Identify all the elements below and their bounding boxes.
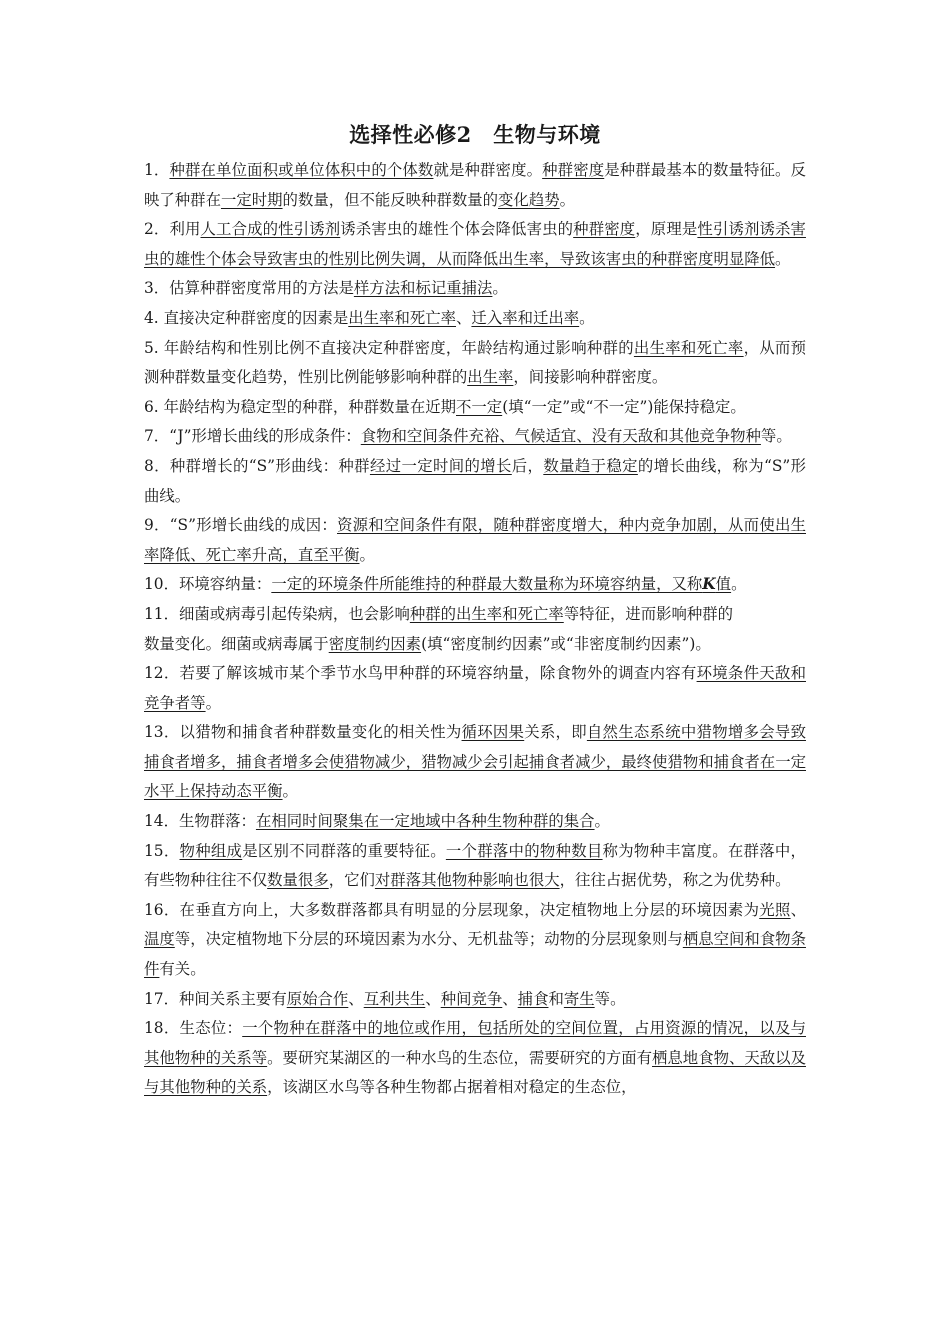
- answer-text: 栖息空间和食物条件: [144, 930, 806, 979]
- answer-text: 温度: [144, 930, 175, 949]
- answer-text: 经过一定时间的增长: [369, 456, 512, 475]
- item-7: [144, 422, 806, 452]
- item-text: 8．种群增长的“S”形曲线：种群: [144, 456, 370, 475]
- answer-text: 性引诱剂诱杀害虫的雄性个体会导致害虫的性别比例失调，从而降低出生率，导致该害虫的种群密度明显降低: [144, 220, 806, 268]
- item-text: 的增长曲线，称为“S”形曲线。: [144, 456, 806, 505]
- item-text: (填“一定”或“不一定”)能保持稳定。: [502, 397, 746, 416]
- item-8: [144, 452, 806, 511]
- item-4: [144, 304, 806, 334]
- item-text: 。: [492, 279, 508, 298]
- item-5: [144, 334, 806, 393]
- answer-text: 数量趋于稳定: [543, 456, 638, 475]
- answer-text: 种群密度: [542, 161, 605, 179]
- answer-text: 种群的出生率和死亡率: [409, 604, 564, 623]
- item-2: [144, 215, 806, 274]
- answer-text: 光照: [759, 900, 791, 919]
- item-text: 和: [548, 989, 564, 1008]
- item-text: 5. 年龄结构和性别比例不直接决定种群密度，年龄结构通过影响种群的: [144, 338, 634, 357]
- document-page: [144, 120, 806, 1103]
- answer-text: 一定的环境条件所能维持的种群最大数量称为环境容纳量，又称: [271, 575, 703, 594]
- item-text: 等。: [760, 427, 792, 446]
- answer-text: 种群密度: [573, 220, 636, 239]
- item-text: ，往往占据优势，称之为优势种。: [559, 871, 791, 890]
- item-text: ，从而预测种群数量变化趋势，性别比例能够影响种群的: [144, 338, 806, 387]
- answer-text: 迁入率和迁出率: [471, 308, 580, 327]
- answer-text: 种群在单位面积或单位体积中的个体数: [169, 161, 434, 179]
- item-text: 、: [456, 308, 472, 327]
- item-6: [144, 393, 806, 423]
- item-text: 9．“S”形增长曲线的成因：: [144, 516, 337, 535]
- item-1: [144, 156, 806, 215]
- item-text: 。要研究某湖区的一种水鸟的生态位，需要研究的方面有: [267, 1048, 653, 1067]
- item-text: 、: [348, 989, 364, 1008]
- item-13: [144, 718, 806, 807]
- item-list: [144, 156, 806, 1103]
- item-15: [144, 837, 806, 896]
- answer-text: 对群落其他物种影响也很大: [374, 871, 560, 890]
- item-text: 。: [731, 575, 747, 594]
- item-11: [144, 600, 806, 659]
- answer-text: 原始合作: [286, 989, 349, 1008]
- answer-text: 寄生: [563, 989, 595, 1008]
- item-text: 关系，即: [524, 723, 587, 742]
- item-3: [144, 274, 806, 304]
- answer-text: 物种组成: [179, 841, 243, 860]
- answer-text: 一定时期: [220, 190, 283, 209]
- item-text: ，原理是: [635, 220, 698, 239]
- item-text: 。: [559, 190, 576, 209]
- item-text: 有关。: [159, 960, 206, 979]
- answer-text: 样方法和标记重捕法: [353, 279, 493, 298]
- answer-text: 循环因果: [461, 723, 525, 742]
- answer-text: 捕食: [517, 989, 549, 1008]
- item-text: 后，: [511, 456, 544, 475]
- answer-text: 种间竞争: [440, 989, 503, 1008]
- item-16: [144, 896, 806, 985]
- item-text: 。: [594, 812, 610, 831]
- answer-text: 值: [715, 575, 732, 594]
- item-text: 。: [579, 308, 595, 327]
- item-text: 7．“J”形增长曲线的形成条件：: [144, 427, 361, 446]
- item-text: ，间接影响种群密度。: [513, 368, 668, 387]
- answer-text: 互利共生: [363, 989, 426, 1008]
- item-text: 4. 直接决定种群密度的因素是: [144, 308, 349, 327]
- item-text: ，它们: [328, 871, 375, 890]
- item-text: 1．: [144, 161, 170, 179]
- item-text: 10．环境容纳量：: [144, 575, 272, 594]
- item-text: (填“密度制约因素”或“非密度制约因素”)。: [421, 634, 711, 653]
- item-text: 。: [359, 545, 375, 564]
- item-text: 是区别不同群落的重要特征。: [242, 841, 446, 860]
- item-14: [144, 807, 806, 837]
- answer-text: 数量很多: [267, 871, 329, 890]
- item-text: 称为物种丰富度。在群落中，有些物种往往不仅: [144, 841, 806, 890]
- item-text: 。: [282, 782, 298, 801]
- answer-text: 在相同时间聚集在一定地域中各种生物种群的集合: [255, 812, 595, 831]
- answer-text: 出生率和死亡率: [348, 308, 457, 327]
- answer-text: 一个物种在群落中的地位或作用，包括所处的空间位置，占用资源的情况，以及与其他物种的关系等: [144, 1019, 806, 1067]
- answer-text: 出生率: [467, 368, 514, 387]
- item-text: 。: [775, 249, 791, 268]
- answer-text: 密度制约因素: [328, 634, 422, 653]
- item-text: 等。: [594, 989, 626, 1008]
- answer-text: 食物和空间条件充裕、气候适宜、没有天敌和其他竞争物种: [360, 427, 761, 446]
- item-text: 11．细菌或病毒引起传染病，也会影响: [144, 604, 410, 623]
- item-text: 6. 年龄结构为稳定型的种群，种群数量在近期: [144, 397, 456, 416]
- item-text: 2．利用: [144, 220, 201, 239]
- item-text: 等特征，进而影响种群的: [563, 604, 734, 623]
- answer-text: 栖息地食物、天敌以及与其他物种的关系: [144, 1048, 806, 1097]
- item-text: 。: [205, 693, 221, 712]
- item-text: 、: [425, 989, 441, 1008]
- item-text: 、: [790, 900, 806, 919]
- item-text: 15．: [144, 841, 180, 860]
- item-text: 是种群最基本的数量特征。反映了种群在: [144, 161, 806, 209]
- item-10: [144, 570, 806, 600]
- item-text: 14．生物群落：: [144, 812, 256, 831]
- item-text: ，该湖区水鸟等各种生物都占据着相对稳定的生态位，: [267, 1078, 637, 1097]
- item-text: 13．以猎物和捕食者种群数量变化的相关性为: [144, 723, 462, 742]
- item-18: [144, 1014, 806, 1103]
- answer-text: 一个群落中的物种数目: [445, 841, 603, 860]
- item-text: 、: [502, 989, 518, 1008]
- answer-text: 不一定: [456, 397, 503, 416]
- item-text: 就是种群密度。: [433, 161, 543, 179]
- answer-text: 环境条件天敌和竞争者等: [144, 664, 806, 712]
- answer-text: 资源和空间条件有限，随种群密度增大，种内竞争加剧，从而使出生率降低、死亡率升高，直至平衡: [144, 516, 806, 564]
- item-text: 诱杀害虫的雄性个体会降低害虫的: [340, 220, 574, 239]
- item-text: 18．生态位：: [144, 1019, 243, 1038]
- answer-text: K: [702, 575, 716, 594]
- item-12: [144, 659, 806, 718]
- item-text: 12．若要了解该城市某个季节水鸟甲种群的环境容纳量，除食物外的调查内容有: [144, 664, 697, 683]
- answer-text: 自然生态系统中猎物增多会导致捕食者增多，捕食者增多会使猎物减少，猎物减少会引起捕食者减少，最终使猎物和捕食者在一定水平上保持动态平衡: [144, 723, 806, 801]
- answer-text: 人工合成的性引诱剂: [200, 220, 341, 239]
- item-17: [144, 985, 806, 1015]
- item-text: 17．种间关系主要有: [144, 989, 287, 1008]
- item-text: 16．在垂直方向上，大多数群落都具有明显的分层现象，决定植物地上分层的环境因素为: [144, 900, 760, 919]
- answer-text: 出生率和死亡率: [633, 338, 744, 357]
- page-title: 选择性必修2 生物与环境: [349, 122, 601, 147]
- item-text: 3．估算种群密度常用的方法是: [144, 279, 354, 298]
- item-text: 等，决定植物地下分层的环境因素为水分、无机盐等；动物的分层现象则与: [174, 930, 683, 949]
- item-text: 的数量，但不能反映种群数量的: [282, 190, 499, 209]
- item-9: [144, 511, 806, 570]
- answer-text: 变化趋势: [498, 190, 560, 209]
- item-text: 数量变化。细菌或病毒属于: [144, 634, 329, 653]
